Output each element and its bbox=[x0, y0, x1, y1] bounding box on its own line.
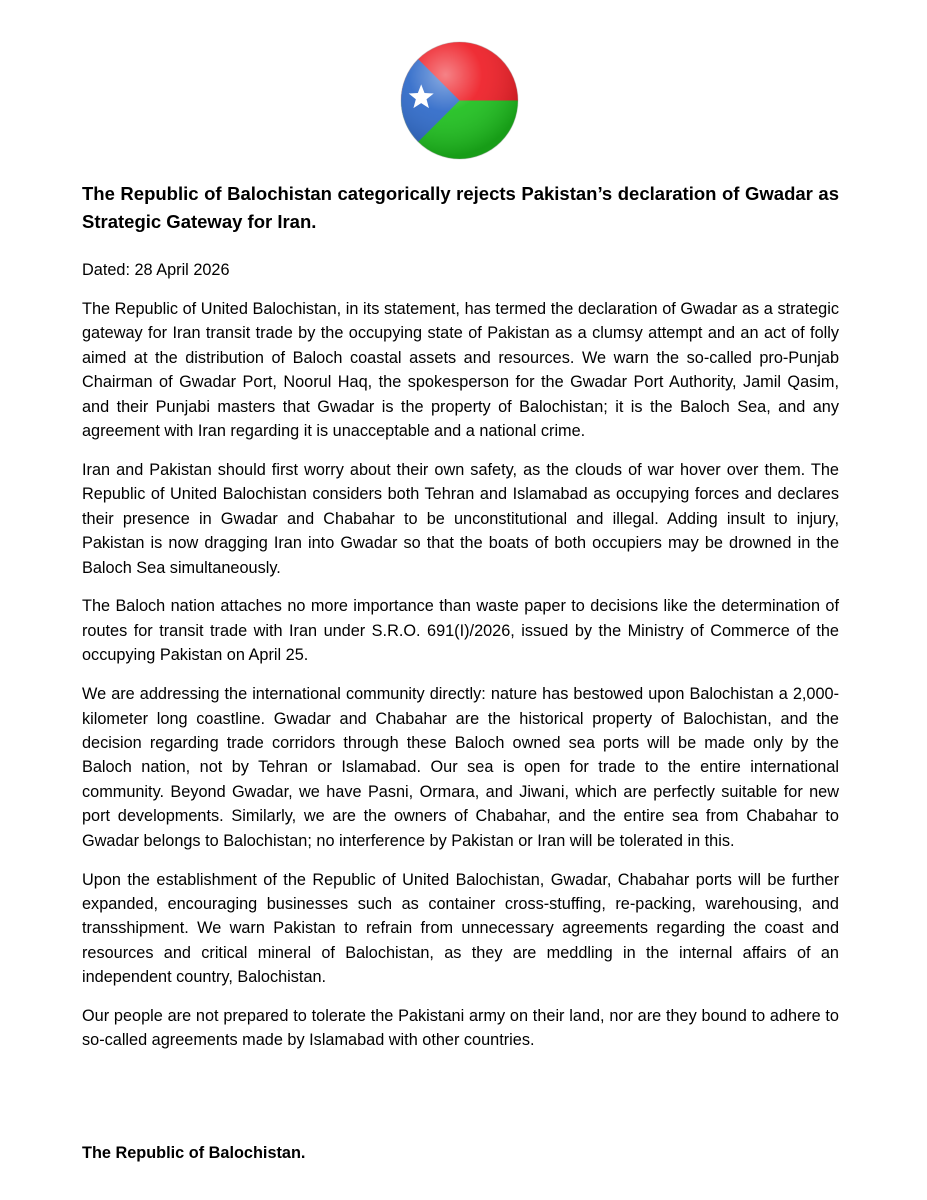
statement-date: Dated: 28 April 2026 bbox=[82, 261, 230, 279]
paragraph: The Republic of United Balochistan, in its statement, has termed the declaration of Gwadar as a strategic gateway for Iran transit trade by the occupying state of Pakistan as a clumsy attempt and an act of folly aimed at the distribution of Baloch coastal assets and resources. We warn the so-called pro-Punjab Chairman of Gwadar Port, Noorul Haq, the spokesperson for the Gwadar Port Authority, Jamil Qasim, and their Punjabi masters that Gwadar is the property of Balochistan; it is the Baloch Sea, and any agreement with Iran regarding it is unacceptable and a national crime. bbox=[82, 300, 839, 441]
statement-signature: The Republic of Balochistan. bbox=[82, 1144, 306, 1162]
paragraph: Our people are not prepared to tolerate the Pakistani army on their land, nor are they bound to adhere to so-called agreements made by Islamabad with other countries. bbox=[82, 1007, 839, 1050]
flag-emblem-icon bbox=[399, 40, 520, 161]
statement-headline: The Republic of Balochistan categorically rejects Pakistan’s declaration of Gwadar as Strategic Gateway for Iran. bbox=[82, 183, 839, 232]
paragraph: Iran and Pakistan should first worry about their own safety, as the clouds of war hover over them. The Republic of United Balochistan considers both Tehran and Islamabad as occupying forces and declares their presence in Gwadar and Chabahar to be unconstitutional and illegal. Adding insult to injury, Pakistan is now dragging Iran into Gwadar so that the boats of both occupiers may be drowned in the Baloch Sea simultaneously. bbox=[82, 460, 839, 577]
paragraph: The Baloch nation attaches no more importance than waste paper to decisions like the determination of routes for transit trade with Iran under S.R.O. 691(I)/2026, issued by the Ministry of Commerce of the occupying Pakistan on April 25. bbox=[82, 597, 839, 665]
paragraph: We are addressing the international community directly: nature has bestowed upon Balochistan a 2,000-kilometer long coastline. Gwadar and Chabahar are the historical property of Balochistan, and the decision regarding trade corridors through these Baloch owned sea ports will be made only by the Baloch nation, not by Tehran or Islamabad. Our sea is open for trade to the entire international community. Beyond Gwadar, we have Pasni, Ormara, and Jiwani, which are perfectly suitable for new port developments. Similarly, we are the owners of Chabahar, and the entire sea from Chabahar to Gwadar belongs to Balochistan; no interference by Pakistan or Iran will be tolerated in this. bbox=[82, 685, 839, 850]
statement-body bbox=[82, 180, 839, 1067]
paragraph: Upon the establishment of the Republic of United Balochistan, Gwadar, Chabahar ports will be further expanded, encouraging businesses such as container cross-stuffing, re-packing, warehousing, and transshipment. We warn Pakistan to refrain from unnecessary agreements regarding the coast and resources and critical mineral of Balochistan, as they are meddling in the internal affairs of an independent country, Balochistan. bbox=[82, 870, 839, 987]
